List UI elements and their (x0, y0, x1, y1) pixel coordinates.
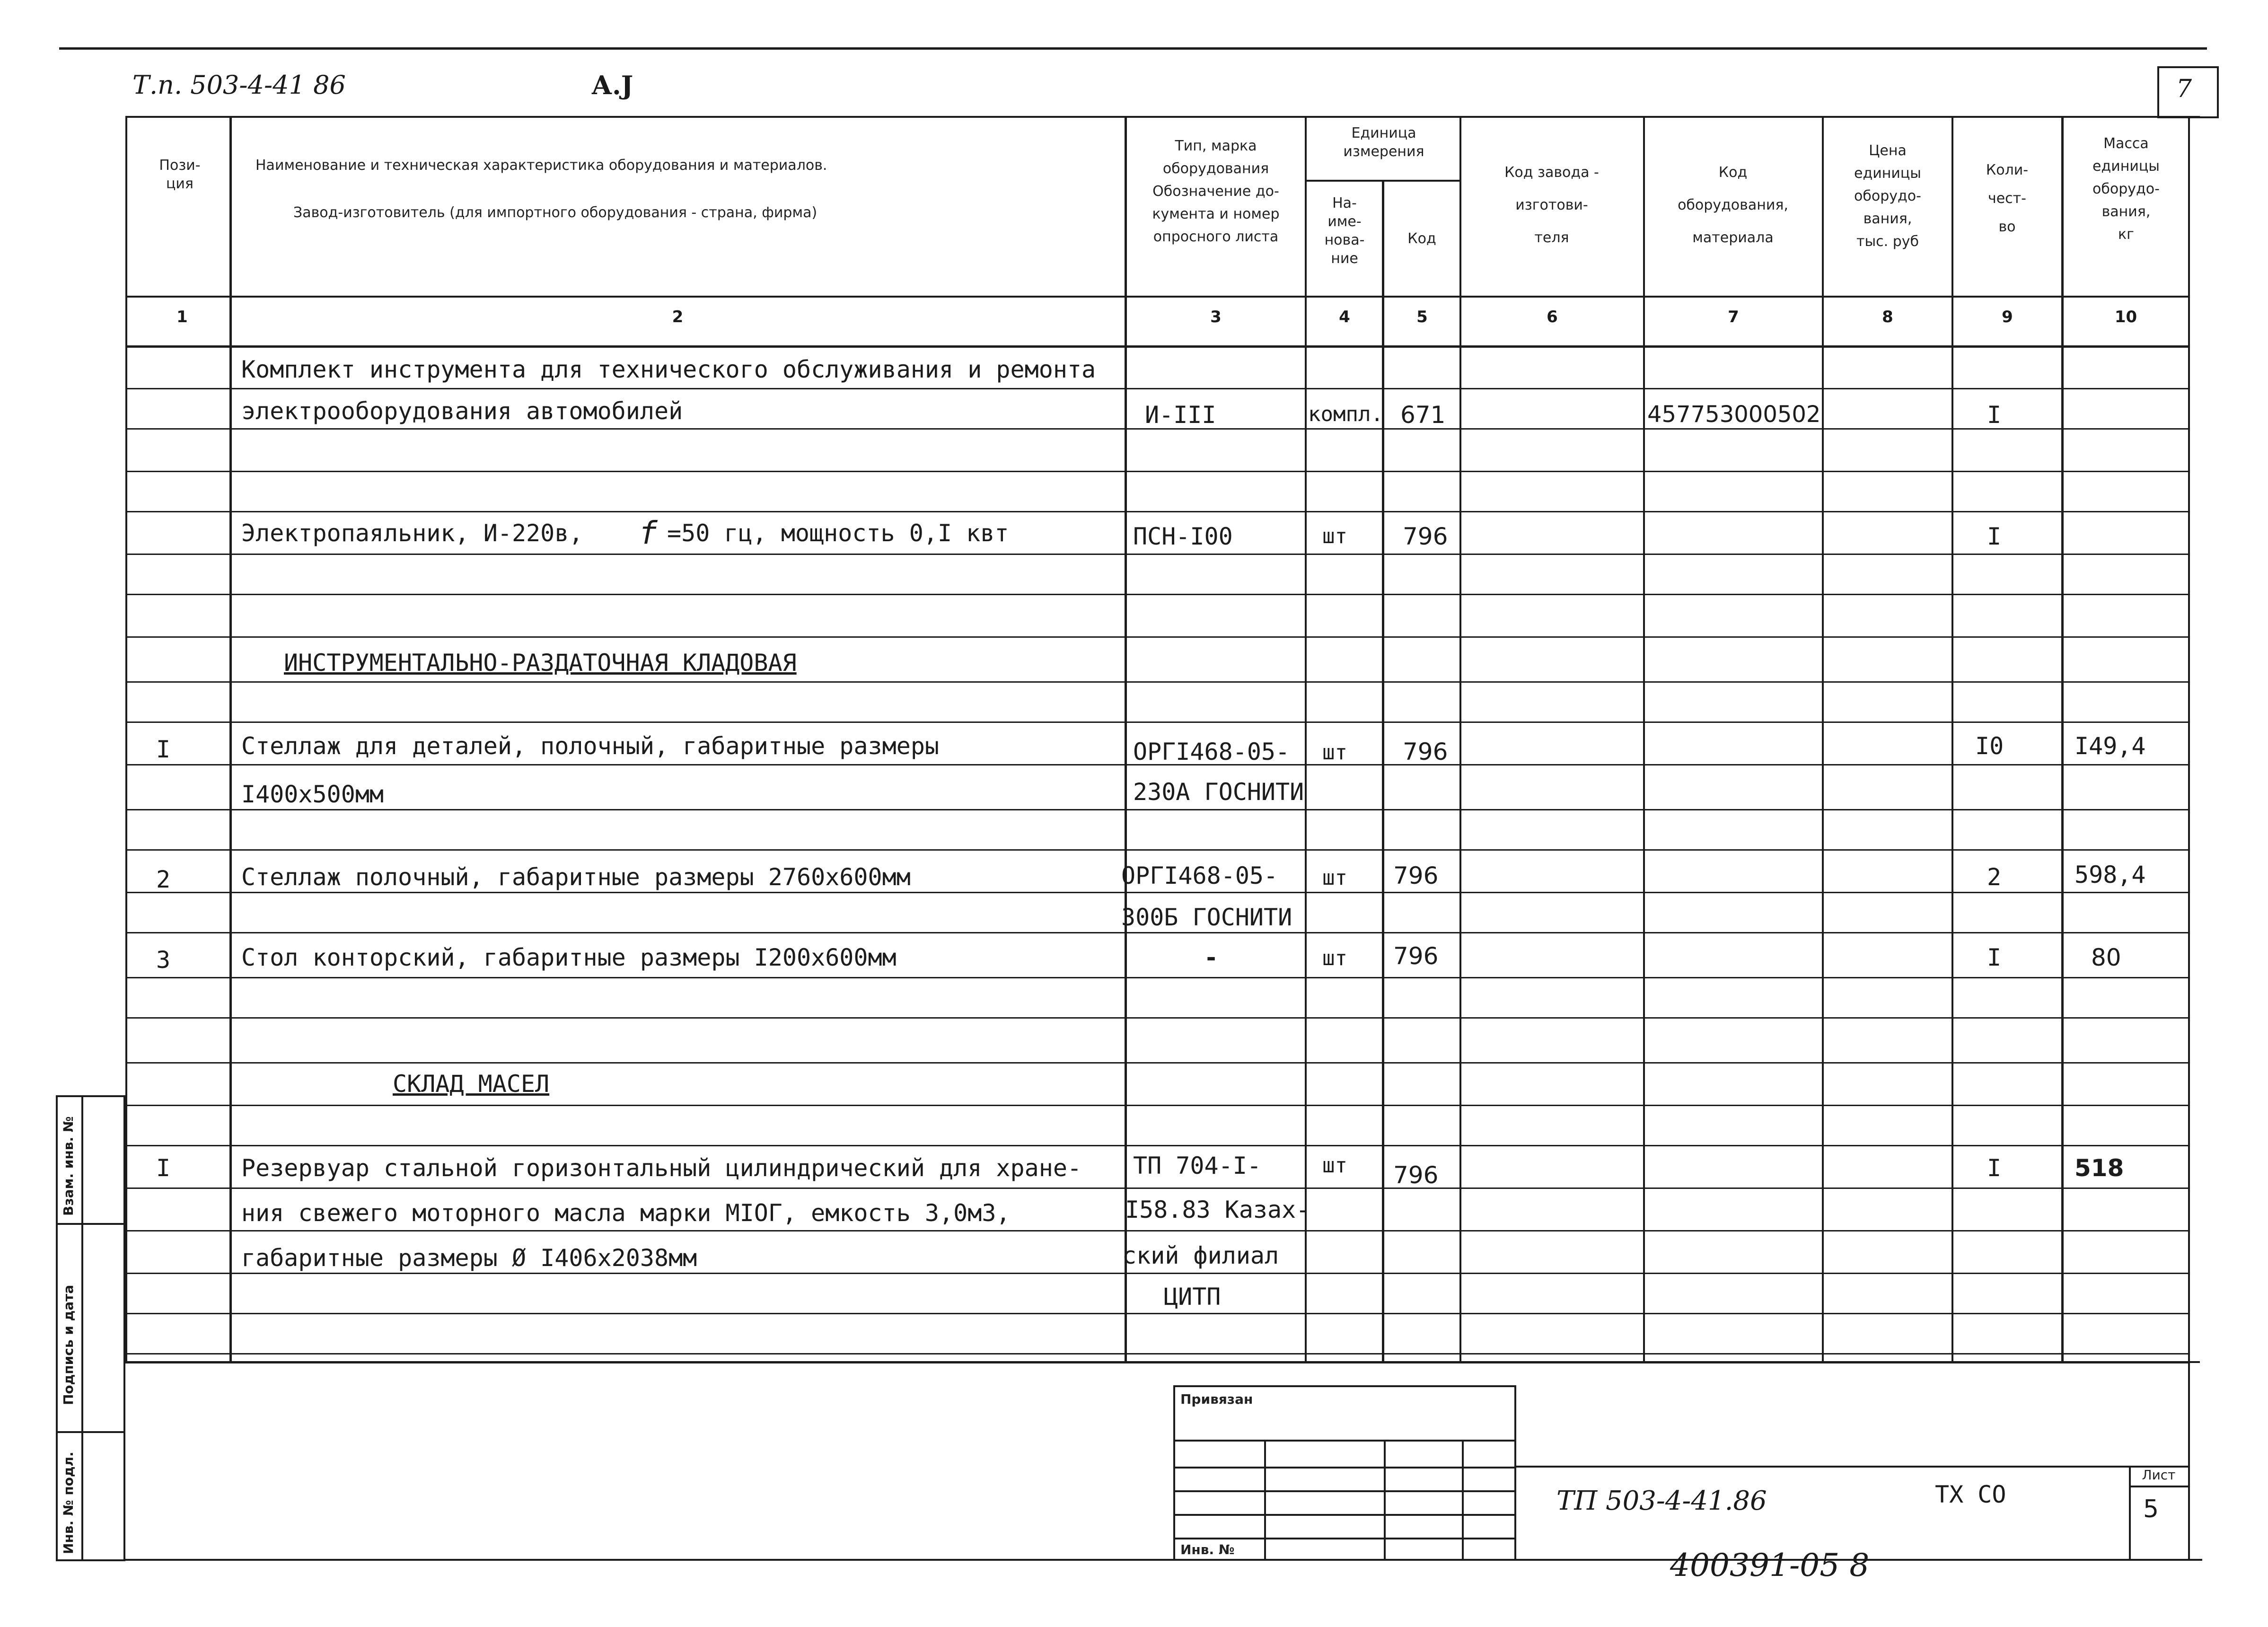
row-20-type: ский филиал (1122, 1242, 1279, 1269)
row-11-quantity: 2 (1987, 863, 2002, 891)
row-8-position: I (156, 736, 171, 763)
row-18-type: ТП 704-I- (1133, 1152, 1261, 1179)
row-separator (125, 1230, 2189, 1231)
row-separator (125, 681, 2189, 683)
row-2-unit: компл. (1308, 402, 1383, 426)
row-separator (125, 1187, 2189, 1189)
attached-stamp-box (1173, 1385, 1516, 1559)
row-separator (125, 932, 2189, 933)
row-18-quantity: I (1987, 1154, 2002, 1182)
row-13-name: Стол конторский, габаритные размеры I200x600мм (241, 944, 897, 971)
col-header-mass: Масса единицы оборудо- вания, кг (2092, 135, 2160, 243)
row-separator (125, 809, 2189, 810)
col-number-3: 3 (1210, 308, 1222, 326)
row-13-quantity: I (1987, 944, 2002, 971)
row-separator (125, 1313, 2189, 1314)
row-2-type: И-III (1145, 401, 1216, 429)
row-separator (125, 636, 2189, 638)
row-19-name: ния свежего моторного масла марки МIОГ, емкость 3,0м3, (241, 1199, 1011, 1227)
inventory-number-label: Инв. № (1180, 1542, 1235, 1557)
col-number-8: 8 (1882, 308, 1893, 326)
col-header-factory-code: Код завода - изготови- теля (1504, 164, 1599, 246)
sheet-number: 5 (2143, 1495, 2159, 1523)
col-header-name-line1: Наименование и техническая характеристика оборудования и материалов. (255, 157, 827, 174)
section-oil-storage: СКЛАД МАСЕЛ (393, 1070, 550, 1098)
margin-label-replace-inv: Взам. инв. № (61, 1116, 76, 1216)
row-separator (125, 849, 2189, 851)
row-4-name: Электропаяльник, И-220в, (241, 519, 583, 547)
row-11-name: Стеллаж полочный, габаритные размеры 2760x600мм (241, 863, 911, 891)
row-4-frequency-symbol: f (639, 515, 658, 551)
row-8-type: ОРГI468-05- (1133, 738, 1290, 765)
col-number-9: 9 (2002, 308, 2013, 326)
row-separator (125, 594, 2189, 595)
col-number-1: 1 (176, 308, 188, 326)
row-18-position: I (156, 1154, 171, 1182)
row-8-unit: шт (1322, 740, 1347, 765)
row-13-unit-code: 796 (1393, 942, 1439, 970)
row-separator (125, 471, 2189, 472)
row-4-type: ПСН-I00 (1133, 523, 1233, 550)
row-2-unit-code: 671 (1400, 401, 1446, 429)
col-header-name-line2: Завод-изготовитель (для импортного оборудования - страна, фирма) (293, 204, 818, 221)
col-header-position: Пози- ция (159, 157, 201, 192)
row-2-name: электрооборудования автомобилей (241, 397, 683, 425)
row-18-name: Резервуар стальной горизонтальный цилиндрический для хране- (241, 1154, 1082, 1182)
margin-label-inv-original: Инв. № подл. (61, 1451, 76, 1554)
document-mark: ТХ СО (1935, 1481, 2006, 1508)
row-18-unit-code: 796 (1393, 1161, 1439, 1189)
section-mark: А.Ј (591, 70, 633, 100)
col-number-6: 6 (1547, 308, 1558, 326)
col-number-2: 2 (672, 308, 684, 326)
row-separator (125, 1145, 2189, 1146)
col-header-equipment-code: Код оборудования, материала (1678, 164, 1788, 246)
top-rule (59, 47, 2207, 50)
row-1-name: Комплект инструмента для технического обслуживания и ремонта (241, 356, 1096, 383)
row-9-type: 230А ГОСНИТИ (1133, 778, 1304, 806)
row-18-mass: 518 (2075, 1154, 2124, 1182)
row-separator (125, 554, 2189, 555)
row-separator (125, 1062, 2189, 1064)
row-separator (125, 721, 2189, 723)
row-11-position: 2 (156, 866, 171, 893)
row-4-name-cont: =50 гц, мощность 0,I квт (667, 519, 1009, 547)
row-separator (125, 1105, 2189, 1106)
attached-label: Привязан (1180, 1391, 1253, 1407)
row-4-unit-code: 796 (1403, 523, 1448, 550)
col-header-unit-name: На- име- нова- ние (1324, 195, 1365, 267)
sheet-label: Лист (2142, 1467, 2176, 1483)
row-21-type: ЦИТП (1164, 1283, 1221, 1310)
col-number-10: 10 (2114, 308, 2137, 326)
row-13-position: 3 (156, 946, 171, 974)
col-number-7: 7 (1728, 308, 1739, 326)
margin-label-sign-date: Подпись и дата (61, 1284, 76, 1405)
col-header-quantity: Коли- чест- во (1986, 162, 2029, 235)
row-separator (125, 388, 2189, 389)
row-4-quantity: I (1987, 523, 2002, 550)
page-corner-number: 7 (2176, 75, 2192, 103)
row-2-quantity: I (1987, 401, 2002, 429)
row-12-type: 300Б ГОСНИТИ (1121, 904, 1292, 931)
footer-handwritten-note: 400391-05 8 (1670, 1547, 1870, 1583)
row-11-type: ОРГI468-05- (1121, 862, 1278, 889)
row-8-quantity: I0 (1975, 732, 2004, 760)
row-separator (125, 511, 2189, 512)
row-13-type: - (1204, 944, 1219, 971)
row-separator (125, 977, 2189, 978)
row-8-name: Стеллаж для деталей, полочный, габаритные размеры (241, 732, 940, 760)
row-2-equipment-code: 457753000502 (1647, 401, 1821, 428)
row-13-unit: шт (1322, 946, 1347, 970)
row-separator (125, 1353, 2189, 1354)
col-header-type: Тип, марка оборудования Обозначение до- кумента и номер опросного листа (1152, 138, 1280, 245)
row-13-mass: 80 (2091, 944, 2121, 971)
row-8-mass: I49,4 (2075, 732, 2146, 760)
col-number-5: 5 (1416, 308, 1428, 326)
col-header-unit-group: Единица измерения (1343, 125, 1424, 160)
row-20-name: габаритные размеры Ø I406x2038мм (241, 1244, 697, 1272)
row-8-unit-code: 796 (1403, 738, 1448, 765)
section-tool-storeroom: ИНСТРУМЕНТАЛЬНО-РАЗДАТОЧНАЯ КЛАДОВАЯ (284, 649, 797, 677)
row-4-unit: шт (1322, 524, 1347, 548)
row-19-type: I58.83 Казах- (1125, 1196, 1310, 1223)
row-11-unit: шт (1322, 866, 1347, 890)
col-header-unit-code: Код (1407, 230, 1436, 247)
row-18-unit: шт (1322, 1153, 1347, 1178)
row-9-name: I400x500мм (241, 781, 384, 808)
document-code: ТП 503-4-41.86 (1556, 1486, 1767, 1516)
row-separator (125, 1017, 2189, 1019)
doc-number: Т.п. 503-4-41 86 (132, 70, 346, 100)
row-11-unit-code: 796 (1393, 862, 1439, 889)
row-separator (125, 1273, 2189, 1274)
col-number-4: 4 (1339, 308, 1350, 326)
col-header-price: Цена единицы оборудо- вания, тыс. руб (1854, 142, 1921, 250)
row-separator (125, 892, 2189, 893)
row-11-mass: 598,4 (2075, 861, 2146, 888)
